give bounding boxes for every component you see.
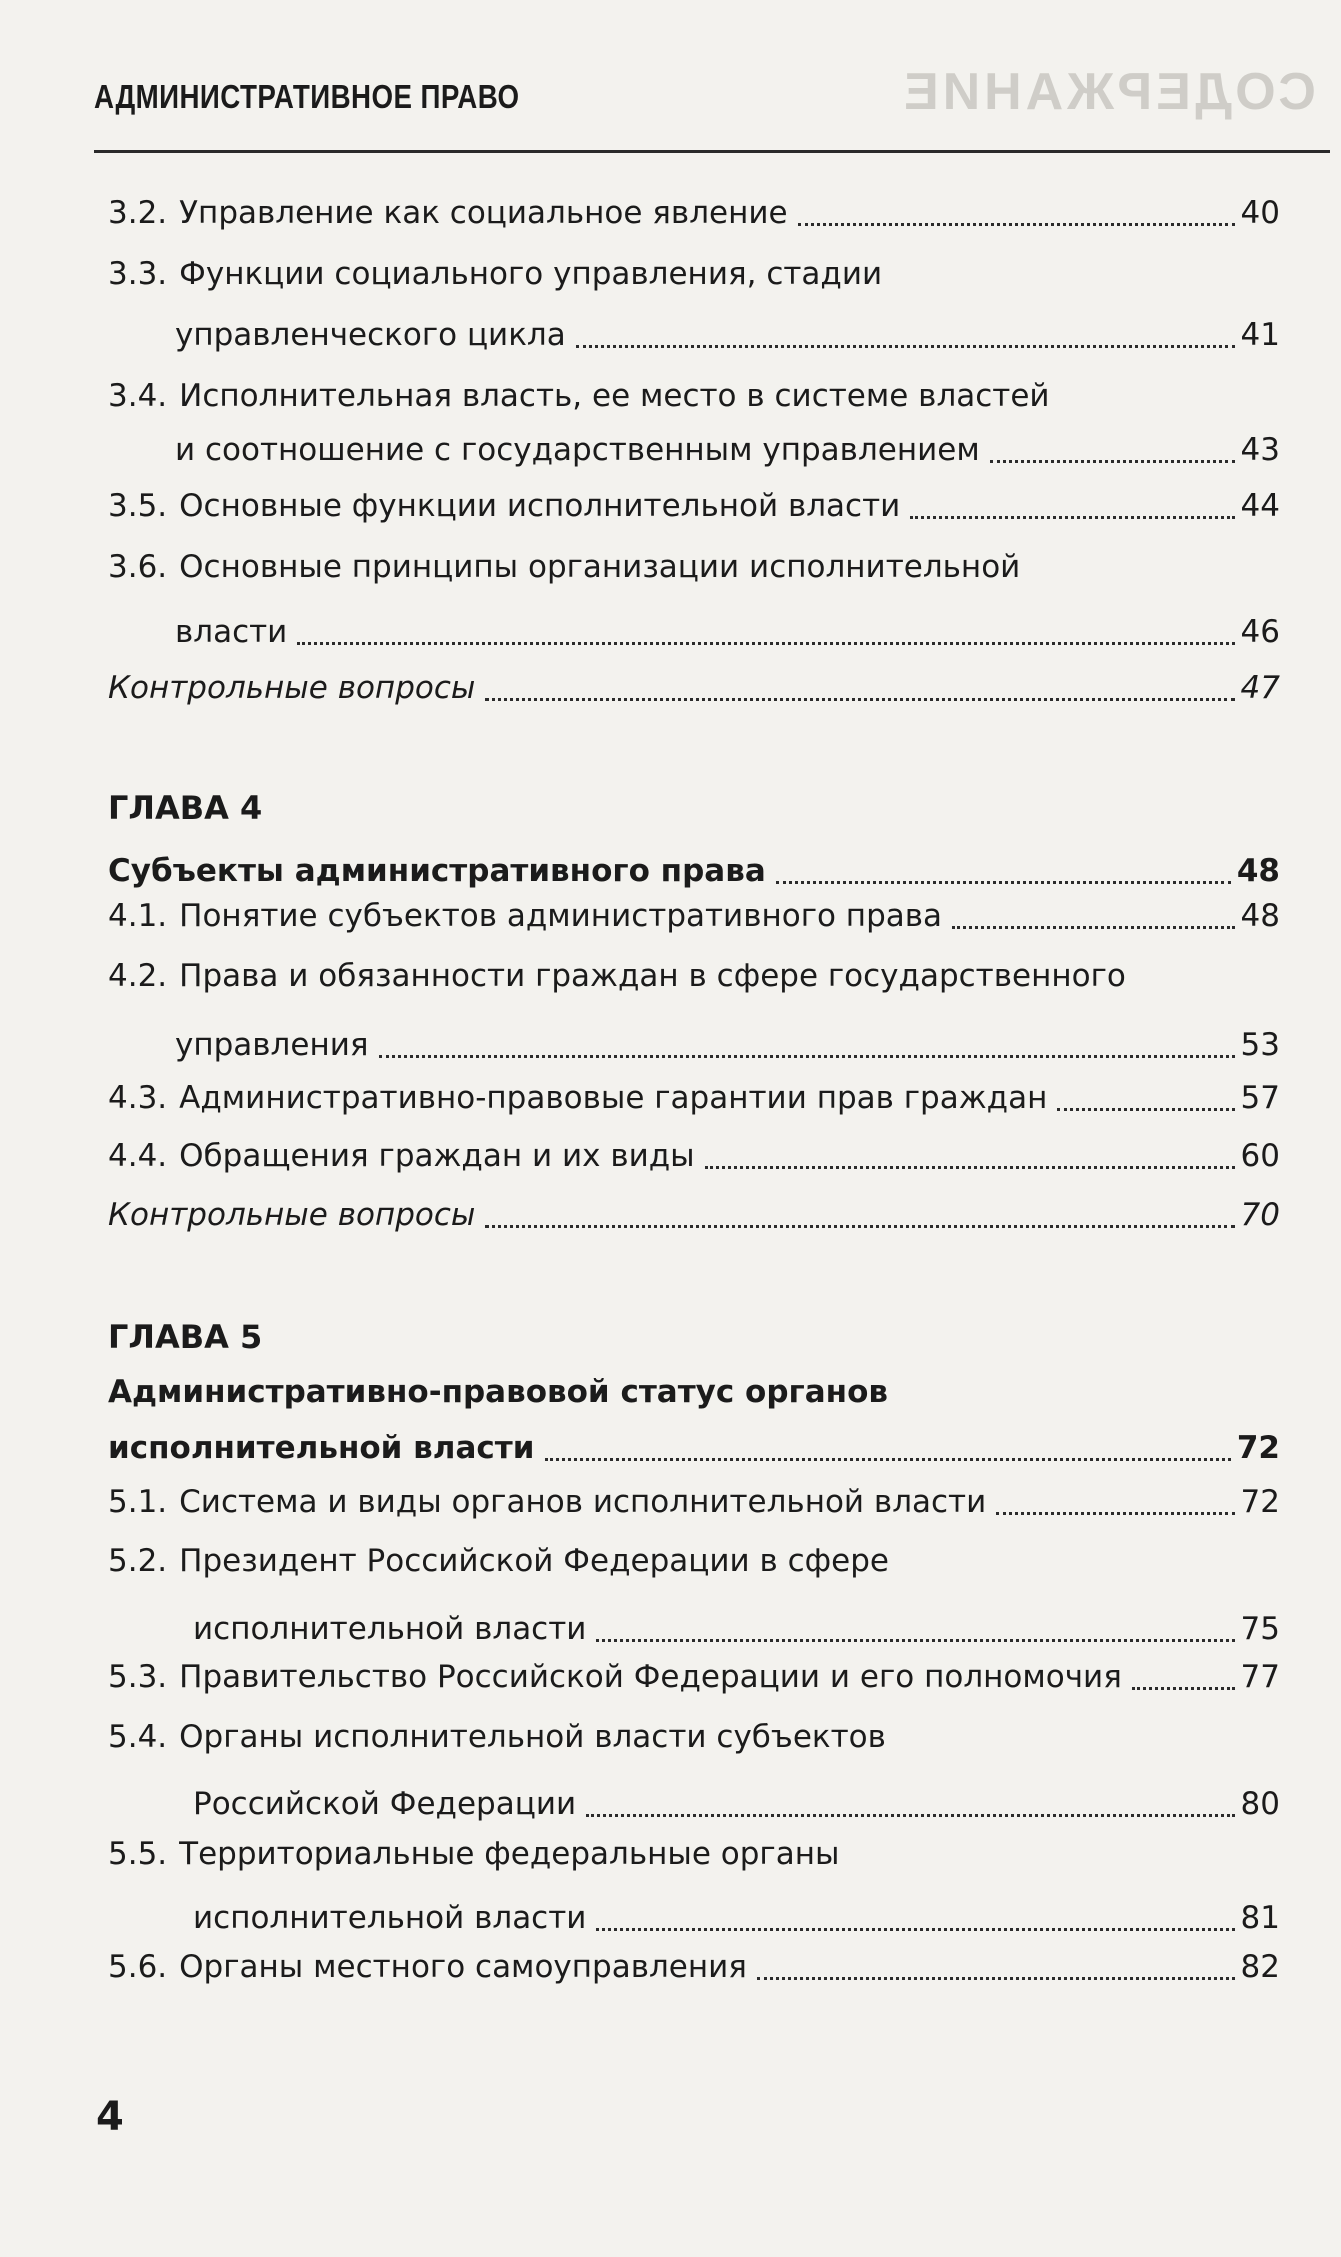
toc-entry-4-3	[108, 1078, 1280, 1118]
toc-entry-number: 3.5.	[108, 488, 168, 524]
toc-entry-5-3	[108, 1657, 1280, 1697]
toc-entry-3-3-line1	[108, 254, 1280, 294]
toc-leader-dots	[485, 676, 1234, 701]
toc-entry-page: 41	[1240, 317, 1280, 353]
toc-entry-5-1	[108, 1482, 1280, 1522]
toc-entry-3-5	[108, 486, 1280, 526]
toc-entry-page: 53	[1240, 1027, 1280, 1063]
toc-entry-page: 80	[1240, 1786, 1280, 1822]
toc-entry-title: Основные функции исполнительной власти	[179, 488, 901, 524]
toc-entry-title-cont: исполнительной власти	[193, 1611, 587, 1647]
toc-entry-title: Контрольные вопросы	[108, 1197, 476, 1233]
toc-entry-number: 5.4.	[108, 1719, 168, 1755]
chapter-4-heading: ГЛАВА 4	[108, 789, 263, 827]
toc-entry-title: Органы исполнительной власти субъектов	[179, 1719, 886, 1755]
toc-entry-number: 5.2.	[108, 1543, 168, 1579]
toc-entry-3-4-line2	[175, 430, 1280, 470]
toc-entry-page: 48	[1236, 853, 1280, 889]
toc-leader-dots	[379, 1033, 1235, 1058]
toc-entry-4-2-line2	[175, 1025, 1280, 1065]
toc-entry-3-6-line1	[108, 547, 1280, 587]
toc-entry-title: Правительство Российской Федерации и его полномочия	[179, 1659, 1122, 1695]
toc-entry-page: 72	[1240, 1484, 1280, 1520]
toc-entry-page: 44	[1240, 488, 1280, 524]
chapter-5-title-line2	[108, 1428, 1280, 1468]
toc-entry-page: 57	[1240, 1080, 1280, 1116]
page-number: 4	[96, 2094, 124, 2140]
toc-entry-title: Функции социального управления, стадии	[179, 256, 883, 292]
toc-entry-title: Органы местного самоуправления	[179, 1949, 747, 1985]
toc-entry-4-4	[108, 1136, 1280, 1176]
toc-entry-title: Система и виды органов исполнительной власти	[179, 1484, 987, 1520]
toc-entry-page: 46	[1240, 614, 1280, 650]
toc-entry-title: Контрольные вопросы	[108, 670, 476, 706]
toc-entry-page: 43	[1240, 432, 1280, 468]
toc-leader-dots	[485, 1203, 1234, 1228]
toc-entry-5-4-line2	[193, 1784, 1280, 1824]
toc-chapter-title: Субъекты административного права	[108, 853, 766, 889]
toc-entry-number: 3.2.	[108, 195, 168, 231]
toc-entry-title-cont: исполнительной власти	[193, 1900, 587, 1936]
toc-leader-dots	[1132, 1665, 1235, 1690]
toc-leader-dots	[990, 438, 1235, 463]
toc-entry-5-5-line1	[108, 1834, 1280, 1874]
chapter-5-heading: ГЛАВА 5	[108, 1318, 263, 1356]
toc-entry-title-cont: управленческого цикла	[175, 317, 566, 353]
toc-chapter-title-cont: исполнительной власти	[108, 1430, 535, 1466]
toc-entry-page: 40	[1240, 195, 1280, 231]
toc-entry-number: 3.4.	[108, 378, 168, 414]
toc-leader-dots	[798, 201, 1235, 226]
toc-leader-dots	[576, 323, 1235, 348]
toc-entry-number: 5.3.	[108, 1659, 168, 1695]
toc-entry-title: Исполнительная власть, ее место в системе властей	[179, 378, 1050, 414]
toc-entry-page: 47	[1240, 670, 1280, 706]
toc-leader-dots	[757, 1955, 1235, 1980]
toc-entry-number: 3.3.	[108, 256, 168, 292]
toc-entry-number: 4.4.	[108, 1138, 168, 1174]
toc-entry-number: 4.2.	[108, 958, 168, 994]
toc-leader-dots	[586, 1792, 1234, 1817]
header-left-title: АДМИНИСТРАТИВНОЕ ПРАВО	[94, 78, 520, 115]
toc-entry-title-cont: управления	[175, 1027, 369, 1063]
toc-entry-5-2-line1	[108, 1541, 1280, 1581]
toc-entry-title: Территориальные федеральные органы	[179, 1836, 840, 1872]
header-right-bleedthrough: СОДЕРЖАНИЕ	[900, 63, 1316, 121]
toc-entry-3-2	[108, 193, 1280, 233]
toc-leader-dots	[545, 1436, 1231, 1461]
toc-entry-5-2-line2	[193, 1609, 1280, 1649]
toc-entry-title: Управление как социальное явление	[179, 195, 788, 231]
toc-entry-title-cont: власти	[175, 614, 288, 650]
toc-entry-3-6-line2	[175, 612, 1280, 652]
toc-entry-page: 82	[1240, 1949, 1280, 1985]
toc-leader-dots	[596, 1906, 1234, 1931]
toc-entry-4-2-line1	[108, 956, 1280, 996]
toc-entry-page: 60	[1240, 1138, 1280, 1174]
toc-entry-title: Президент Российской Федерации в сфере	[179, 1543, 889, 1579]
toc-entry-ch3-questions	[108, 668, 1280, 708]
toc-entry-page: 75	[1240, 1611, 1280, 1647]
toc-entry-title: Понятие субъектов административного права	[179, 898, 943, 934]
toc-leader-dots	[596, 1617, 1234, 1642]
toc-chapter-title: Административно-правовой статус органов	[108, 1374, 888, 1410]
chapter-5-title-line1	[108, 1372, 1280, 1412]
toc-entry-number: 4.3.	[108, 1080, 168, 1116]
toc-entry-5-5-line2	[193, 1898, 1280, 1938]
toc-entry-number: 5.6.	[108, 1949, 168, 1985]
toc-entry-title: Обращения граждан и их виды	[179, 1138, 695, 1174]
toc-entry-3-3-line2	[175, 315, 1280, 355]
toc-entry-number: 5.5.	[108, 1836, 168, 1872]
toc-leader-dots	[705, 1144, 1235, 1169]
toc-entry-number: 3.6.	[108, 549, 168, 585]
toc-entry-number: 5.1.	[108, 1484, 168, 1520]
toc-entry-3-4-line1	[108, 376, 1280, 416]
toc-entry-page: 48	[1240, 898, 1280, 934]
toc-leader-dots	[996, 1490, 1234, 1515]
toc-entry-5-4-line1	[108, 1717, 1280, 1757]
toc-entry-page: 77	[1240, 1659, 1280, 1695]
toc-entry-4-1	[108, 896, 1280, 936]
toc-entry-title-cont: и соотношение с государственным управлением	[175, 432, 980, 468]
toc-leader-dots	[910, 494, 1234, 519]
toc-leader-dots	[776, 859, 1231, 884]
toc-leader-dots	[297, 620, 1234, 645]
toc-entry-ch4-questions	[108, 1195, 1280, 1235]
toc-entry-number: 4.1.	[108, 898, 168, 934]
toc-entry-page: 81	[1240, 1900, 1280, 1936]
toc-entry-page: 70	[1240, 1197, 1280, 1233]
toc-entry-title-cont: Российской Федерации	[193, 1786, 577, 1822]
toc-leader-dots	[952, 904, 1235, 929]
toc-entry-title: Основные принципы организации исполнительной	[179, 549, 1021, 585]
chapter-4-title	[108, 851, 1280, 891]
toc-entry-5-6	[108, 1947, 1280, 1987]
toc-leader-dots	[1057, 1086, 1234, 1111]
toc-entry-title: Права и обязанности граждан в сфере государственного	[179, 958, 1126, 994]
toc-entry-title: Административно-правовые гарантии прав граждан	[179, 1080, 1048, 1116]
toc-entry-page: 72	[1236, 1430, 1280, 1466]
